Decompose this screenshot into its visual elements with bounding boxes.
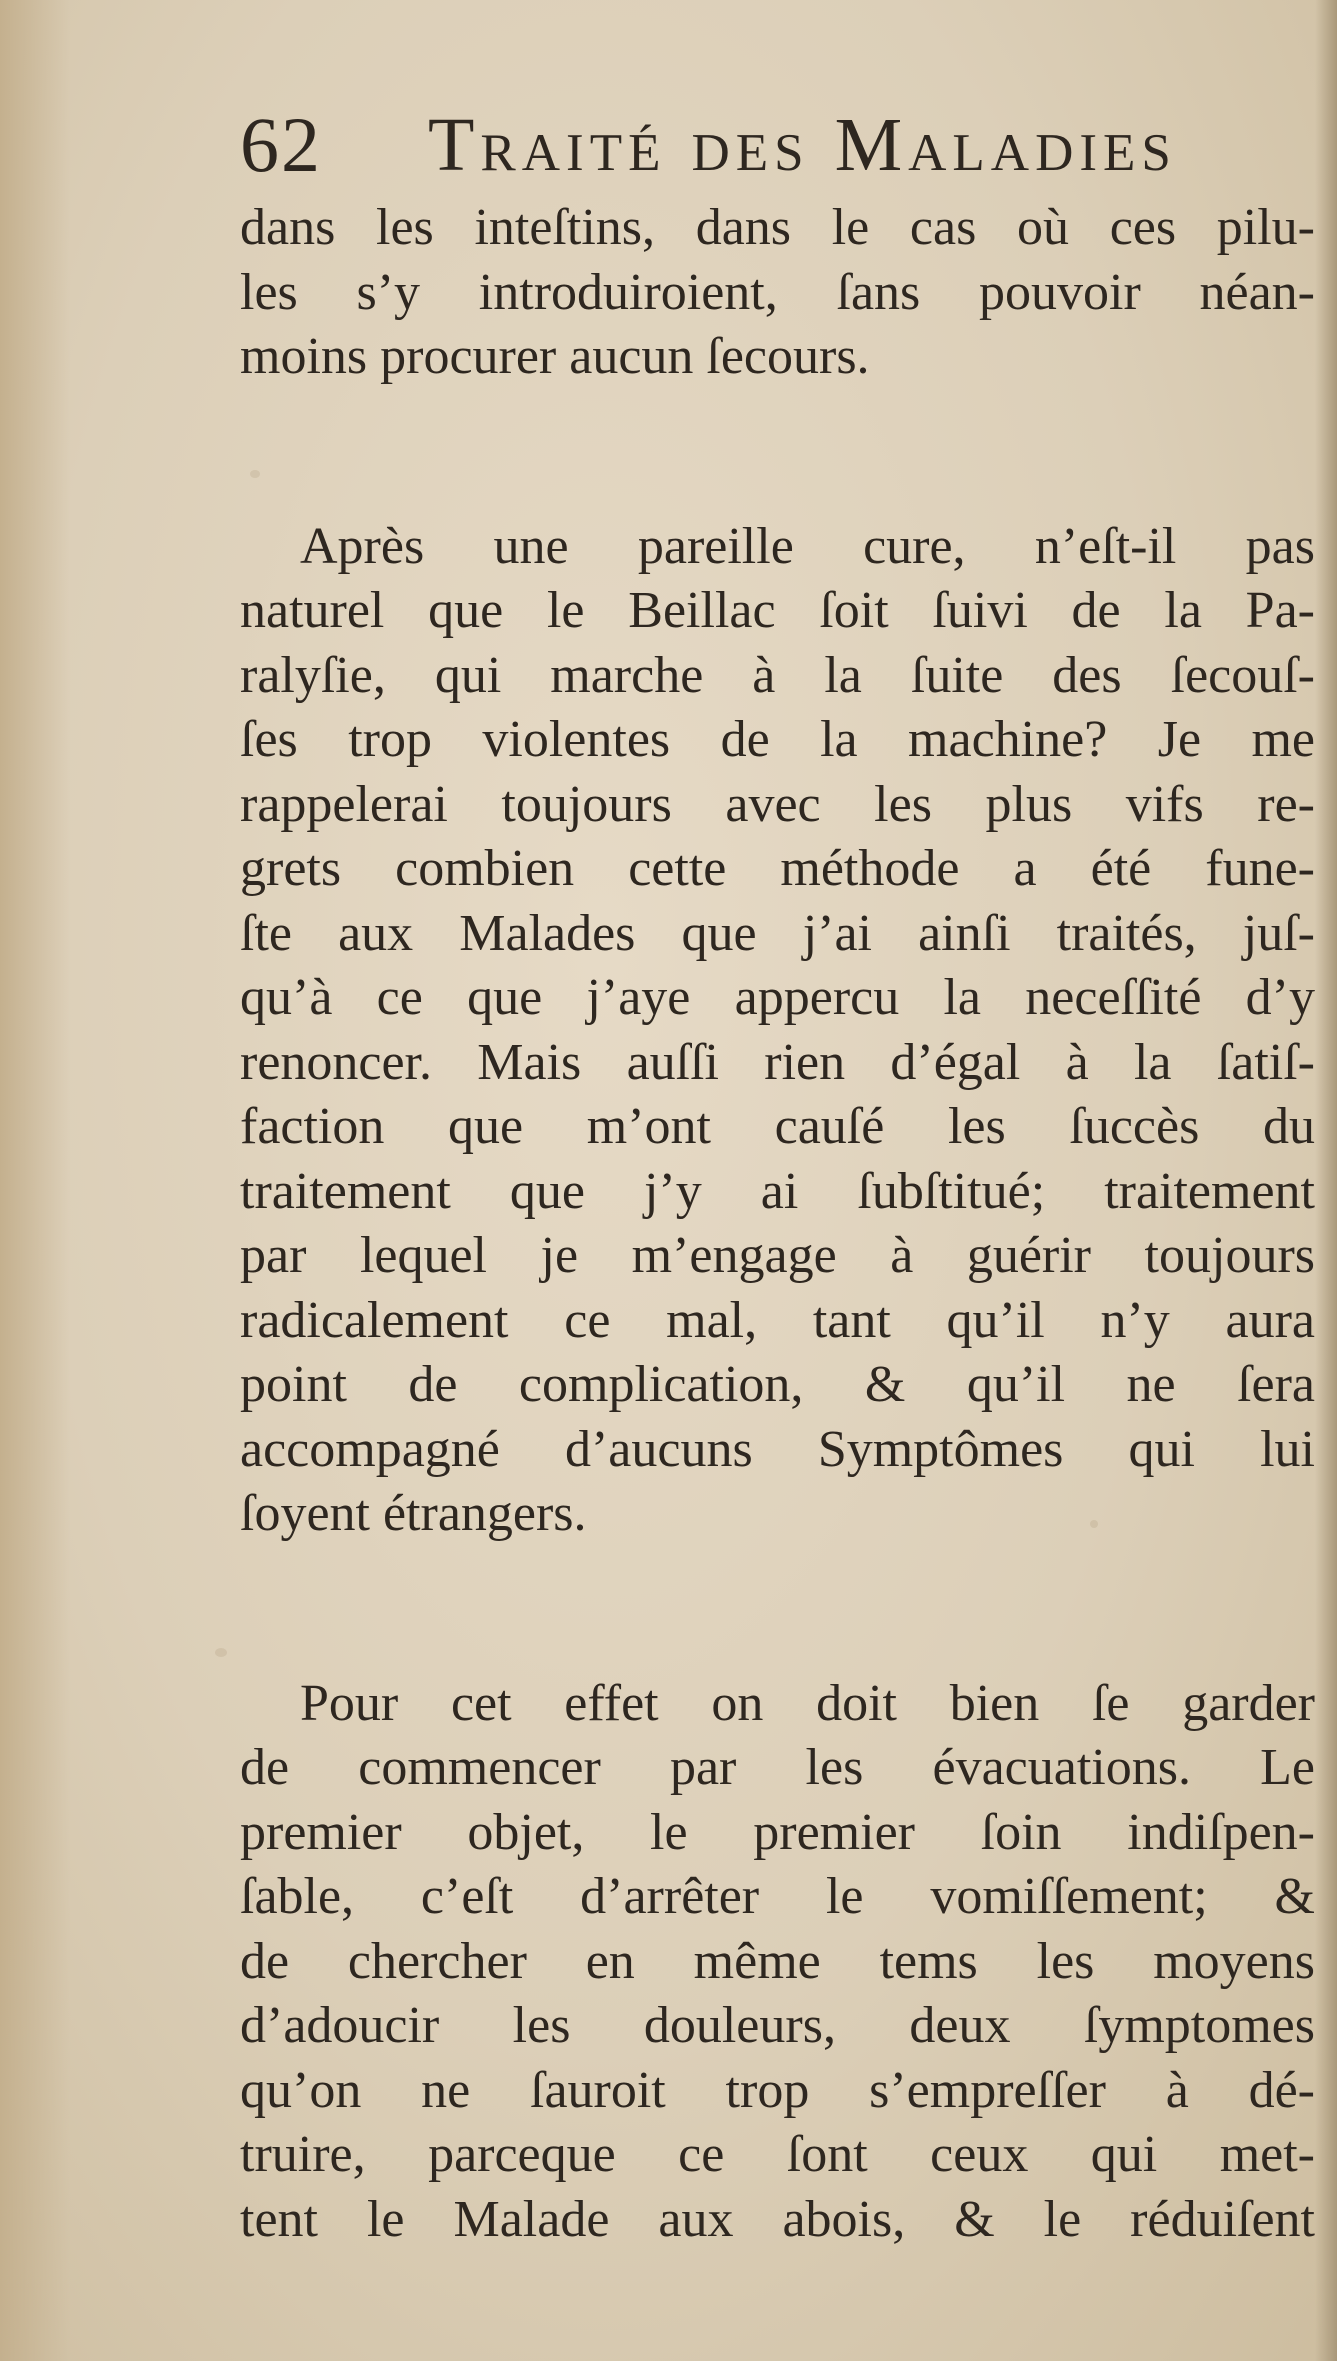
text-line: faction que m’ont cauſé les ſuccès du: [240, 1098, 1315, 1155]
page-shadow-left: [0, 0, 70, 2361]
text-line: renoncer. Mais auſſi rien d’égal à la ſatiſ-: [240, 1033, 1315, 1091]
body-text: [240, 196, 1315, 2252]
text-line: de chercher en même tems les moyens: [240, 1932, 1315, 1990]
text-line: tent le Malade aux abois, & le réduiſent: [240, 2190, 1315, 2248]
text-line: Pour cet effet on doit bien ſe garder: [300, 1674, 1315, 1732]
text-line: ſes trop violentes de la machine? Je me: [240, 711, 1315, 768]
text-line: rappelerai toujours avec les plus vifs re-: [240, 775, 1315, 833]
text-line: ſte aux Malades que j’ai ainſi traités, juſ-: [240, 904, 1315, 962]
text-line: d’adoucir les douleurs, deux ſymptomes: [240, 1997, 1315, 2054]
page-number: 62: [240, 101, 322, 188]
page-shadow-right: [1315, 0, 1337, 2361]
text-line: accompagné d’aucuns Symptômes qui lui: [240, 1420, 1315, 1478]
paragraph: [240, 515, 1315, 1547]
text-line: dans les inteſtins, dans le cas où ces pilu-: [240, 199, 1315, 256]
text-line: naturel que le Beillac ſoit ſuivi de la Pa-: [240, 582, 1315, 639]
text-line: grets combien cette méthode a été fune-: [240, 840, 1315, 897]
running-title: Traité des Maladies: [428, 103, 1177, 187]
paragraph-gap: [240, 1547, 1315, 1672]
text-line: traitement que j’y ai ſubſtitué; traitement: [240, 1162, 1315, 1220]
text-line: point de complication, & qu’il ne ſera: [240, 1356, 1315, 1413]
paper-foxing-spot: [215, 1648, 227, 1657]
text-line: truire, parceque ce ſont ceux qui met-: [240, 2126, 1315, 2183]
text-line: ſoyent étrangers.: [240, 1485, 587, 1542]
text-line: qu’on ne ſauroit trop s’empreſſer à dé-: [240, 2061, 1315, 2119]
text-line: par lequel je m’engage à guérir toujours: [240, 1227, 1315, 1284]
text-line: qu’à ce que j’aye appercu la neceſſité d’y: [240, 969, 1315, 1026]
text-line: Après une pareille cure, n’eſt-il pas: [300, 517, 1315, 575]
text-line: radicalement ce mal, tant qu’il n’y aura: [240, 1291, 1315, 1349]
text-line: premier objet, le premier ſoin indiſpen-: [240, 1803, 1315, 1861]
paragraph: [240, 1672, 1315, 2253]
page-header: [240, 100, 1280, 200]
paragraph: [240, 196, 1315, 390]
text-line: moins procurer aucun ſecours.: [240, 328, 870, 385]
paragraph-gap: [240, 390, 1315, 515]
text-line: ralyſie, qui marche à la ſuite des ſecouſ-: [240, 646, 1315, 704]
text-line: de commencer par les évacuations. Le: [240, 1739, 1315, 1796]
text-line: ſable, c’eſt d’arrêter le vomiſſement; &: [240, 1868, 1315, 1925]
text-line: les s’y introduiroient, ſans pouvoir néan-: [240, 263, 1315, 321]
